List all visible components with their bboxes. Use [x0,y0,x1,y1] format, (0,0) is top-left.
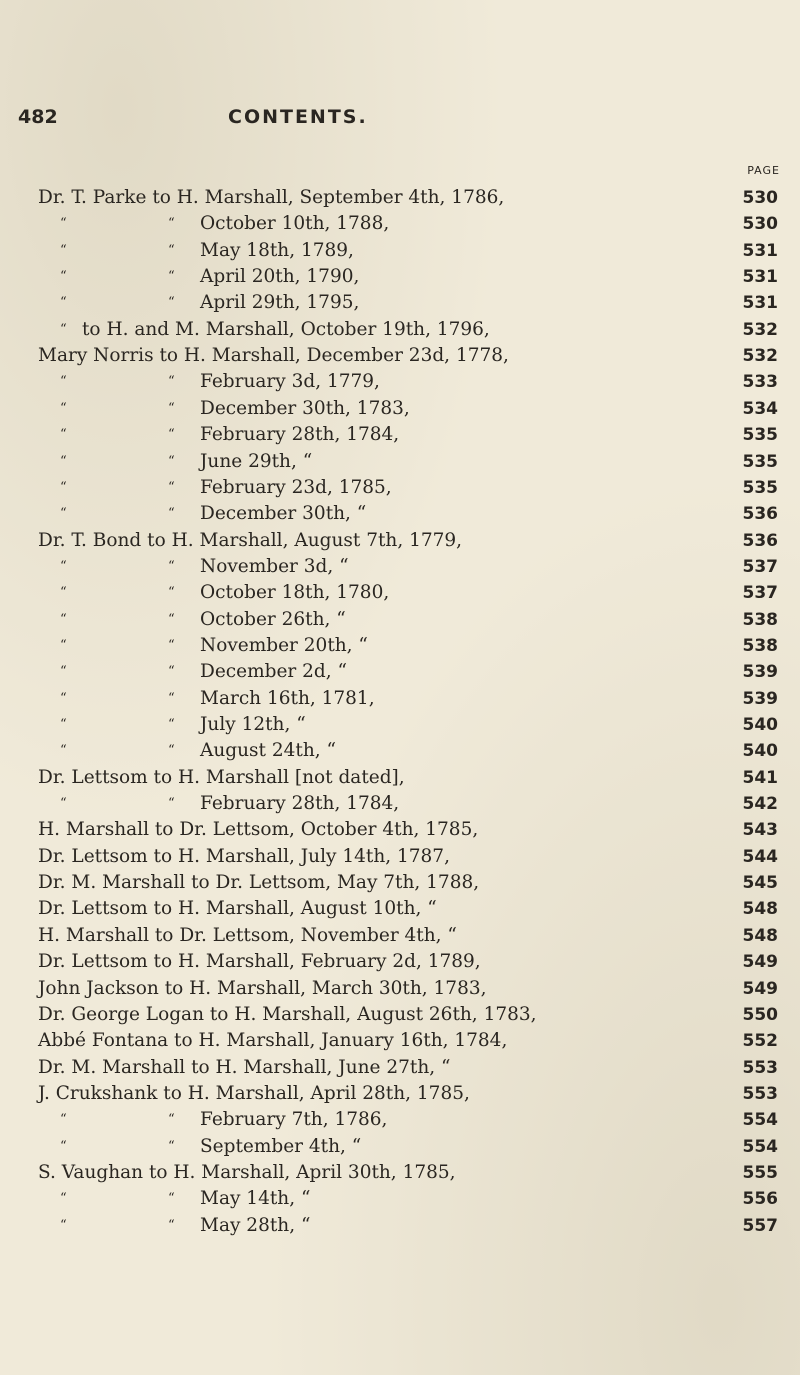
ditto-mark: “ [168,611,175,627]
toc-entry-text: December 2d, “ [200,661,347,683]
toc-entry-text: November 20th, “ [200,634,368,656]
toc-entry-page: 538 [742,609,778,630]
toc-entry [0,766,800,790]
ditto-mark: “ [60,1138,67,1154]
toc-entry-text: October 10th, 1788, [200,213,390,235]
toc-entry-page: 554 [742,1110,778,1131]
ditto-mark: “ [168,479,175,495]
toc-entry-page: 530 [742,214,778,235]
toc-entry-text: Dr. Lettsom to H. Marshall, July 14th, 1787, [38,845,450,867]
ditto-mark: “ [168,295,175,311]
toc-entry-text: Dr. M. Marshall to Dr. Lettsom, May 7th, 1788, [38,872,480,894]
toc-entry-text: February 7th, 1786, [200,1109,388,1131]
ditto-mark: “ [168,743,175,759]
toc-entry-text: September 4th, “ [200,1135,362,1157]
toc-entry [0,1029,800,1053]
toc-entry-text: S. Vaughan to H. Marshall, April 30th, 1785, [38,1161,456,1183]
ditto-mark: “ [168,690,175,706]
toc-entry-page: 535 [742,425,778,446]
toc-entry [0,1214,800,1238]
toc-entry-page: 541 [742,767,778,788]
toc-entry-page: 553 [742,1057,778,1078]
toc-entry [0,950,800,974]
ditto-mark: “ [60,427,67,443]
toc-entry-page: 548 [742,899,778,920]
toc-entry [0,845,800,869]
ditto-mark: “ [60,717,67,732]
ditto-mark: “ [168,796,175,812]
ditto-mark: “ [168,453,175,469]
toc-entry [0,186,800,210]
toc-entry-text: December 30th, “ [200,503,367,525]
ditto-mark: “ [60,585,67,601]
ditto-mark: “ [168,506,175,522]
toc-entry [0,792,800,816]
toc-entry [0,239,800,263]
toc-entry-page: 550 [742,1004,778,1025]
toc-entry [0,476,800,500]
ditto-mark: “ [168,558,175,574]
toc-entry-page: 548 [742,925,778,946]
toc-entry-text: May 18th, 1789, [200,239,354,261]
ditto-mark: “ [60,295,67,311]
toc-entry [0,897,800,921]
toc-entry [0,924,800,948]
ditto-mark: “ [168,1138,175,1154]
toc-entry-page: 535 [742,477,778,498]
toc-entry-text: to H. and M. Marshall, October 19th, 1796, [82,318,490,340]
ditto-mark: “ [60,690,67,706]
toc-entry-text: Mary Norris to H. Marshall, December 23d, 1778, [38,345,509,367]
toc-entry [0,581,800,605]
toc-entry-text: April 29th, 1795, [200,292,360,314]
toc-entry-page: 533 [742,372,778,393]
ditto-mark: “ [60,637,67,653]
toc-entry [0,660,800,684]
toc-entry-text: Dr. T. Bond to H. Marshall, August 7th, 1779, [38,529,463,551]
ditto-mark: “ [168,400,175,416]
toc-entry-text: December 30th, 1783, [200,397,410,419]
toc-entry-text: November 3d, “ [200,555,349,577]
toc-entry [0,1108,800,1132]
toc-entry-page: 531 [742,267,778,288]
ditto-mark: “ [168,269,175,285]
toc-entry-page: 552 [742,1031,778,1052]
toc-entry-text: February 28th, 1784, [200,424,400,446]
toc-entry-page: 549 [742,952,778,973]
toc-entry [0,212,800,236]
toc-entry-page: 556 [742,1189,778,1210]
toc-entry [0,634,800,658]
toc-entry [0,1003,800,1027]
ditto-mark: “ [60,664,67,680]
toc-entry-text: February 3d, 1779, [200,371,380,393]
toc-entry [0,370,800,394]
toc-entry-text: June 29th, “ [200,450,313,472]
ditto-mark: “ [168,637,175,653]
ditto-mark: “ [60,269,67,285]
toc-entry-page: 537 [742,583,778,604]
toc-entry-text: H. Marshall to Dr. Lettsom, November 4th, “ [38,924,457,946]
toc-entry-page: 537 [742,556,778,577]
toc-entry-page: 538 [742,635,778,656]
toc-entry-text: Dr. T. Parke to H. Marshall, September 4th, 1786, [38,187,505,208]
toc-entry-page: 542 [742,794,778,815]
toc-entry-page: 531 [742,293,778,314]
toc-entry [0,977,800,1001]
toc-entry-text: Dr. M. Marshall to H. Marshall, June 27th, “ [38,1056,451,1078]
toc-entry-text: March 16th, 1781, [200,687,375,709]
toc-entry-page: 532 [742,319,778,340]
toc-entry [0,502,800,526]
toc-entry-page: 534 [742,398,778,419]
ditto-mark: “ [168,664,175,680]
toc-entry [0,687,800,711]
ditto-mark: “ [168,585,175,601]
toc-entry-text: October 26th, “ [200,608,346,630]
toc-entry-text: July 12th, “ [200,714,306,735]
page-header [18,106,788,146]
ditto-mark: “ [60,453,67,469]
ditto-mark: “ [60,1217,67,1233]
toc-entry-page: 531 [742,240,778,261]
toc-entry-text: April 20th, 1790, [200,266,360,288]
toc-entry [0,397,800,421]
toc-entry-text: Dr. George Logan to H. Marshall, August 26th, 1783, [38,1003,537,1025]
toc-entry-text: May 28th, “ [200,1214,311,1236]
toc-entry-text: August 24th, “ [200,740,336,762]
toc-entry [0,871,800,895]
toc-entry-page: 545 [742,873,778,894]
toc-entry-page: 540 [742,741,778,762]
page-number: 482 [18,106,58,128]
toc-entry [0,555,800,579]
toc-entry-text: John Jackson to H. Marshall, March 30th, 1783, [38,977,487,999]
toc-entry [0,713,800,737]
ditto-mark: “ [168,374,175,390]
toc-entry-page: 549 [742,978,778,999]
toc-entry-text: February 28th, 1784, [200,793,400,815]
toc-entry [0,818,800,842]
ditto-mark: “ [60,743,67,759]
toc-entry [0,1135,800,1159]
ditto-mark: “ [60,611,67,627]
toc-entry [0,423,800,447]
toc-entry-page: 539 [742,688,778,709]
ditto-mark: “ [60,506,67,522]
toc-entry [0,344,800,368]
toc-entry [0,1056,800,1080]
toc-entry-text: H. Marshall to Dr. Lettsom, October 4th, 1785, [38,819,479,841]
ditto-mark: “ [60,479,67,495]
ditto-mark: “ [60,1191,67,1207]
toc-entry [0,265,800,289]
ditto-mark: “ [60,796,67,812]
toc-entry-text: Dr. Lettsom to H. Marshall [not dated], [38,766,405,788]
ditto-mark: “ [168,427,175,443]
page-column-label: PAGE [747,164,780,177]
toc-entry-page: 553 [742,1083,778,1104]
toc-entry-page: 540 [742,715,778,735]
ditto-mark: “ [60,1112,67,1128]
toc-entry [0,1082,800,1106]
toc-entry-page: 530 [742,188,778,208]
ditto-mark: “ [168,242,175,258]
ditto-mark: “ [168,717,175,732]
ditto-mark: “ [60,216,67,232]
toc-entry-page: 544 [742,846,778,867]
toc-entry-page: 535 [742,451,778,472]
ditto-mark: “ [60,242,67,258]
toc-entry [0,1187,800,1211]
ditto-mark: “ [60,558,67,574]
toc-entry-page: 532 [742,346,778,367]
running-title: CONTENTS. [228,106,368,128]
ditto-mark: “ [168,1217,175,1233]
ditto-mark: “ [168,216,175,232]
toc-entry-page: 539 [742,662,778,683]
toc-entry-text: May 14th, “ [200,1188,311,1210]
toc-entry-page: 543 [742,820,778,841]
toc-entry [0,450,800,474]
toc-entry-page: 554 [742,1136,778,1157]
toc-entry [0,1161,800,1185]
toc-entry [0,529,800,553]
toc-entry-text: February 23d, 1785, [200,476,392,498]
toc-entry-text: October 18th, 1780, [200,582,390,604]
toc-entry-page: 557 [742,1215,778,1236]
ditto-mark: “ [168,1191,175,1207]
toc-entry-text: Abbé Fontana to H. Marshall, January 16th, 1784, [38,1030,508,1052]
toc-entry [0,318,800,342]
toc-entry [0,739,800,763]
toc-entry-text: Dr. Lettsom to H. Marshall, August 10th, “ [38,898,437,920]
toc-entry-page: 536 [742,530,778,551]
ditto-mark: “ [168,1112,175,1128]
toc-entry-page: 536 [742,504,778,525]
ditto-mark: “ [60,374,67,390]
toc-entry [0,291,800,315]
toc-entry-text: Dr. Lettsom to H. Marshall, February 2d, 1789, [38,951,481,973]
ditto-mark: “ [60,321,67,337]
ditto-mark: “ [60,400,67,416]
toc-entry-page: 555 [742,1162,778,1183]
toc-entry-text: J. Crukshank to H. Marshall, April 28th, 1785, [38,1082,470,1104]
toc-entry [0,608,800,632]
